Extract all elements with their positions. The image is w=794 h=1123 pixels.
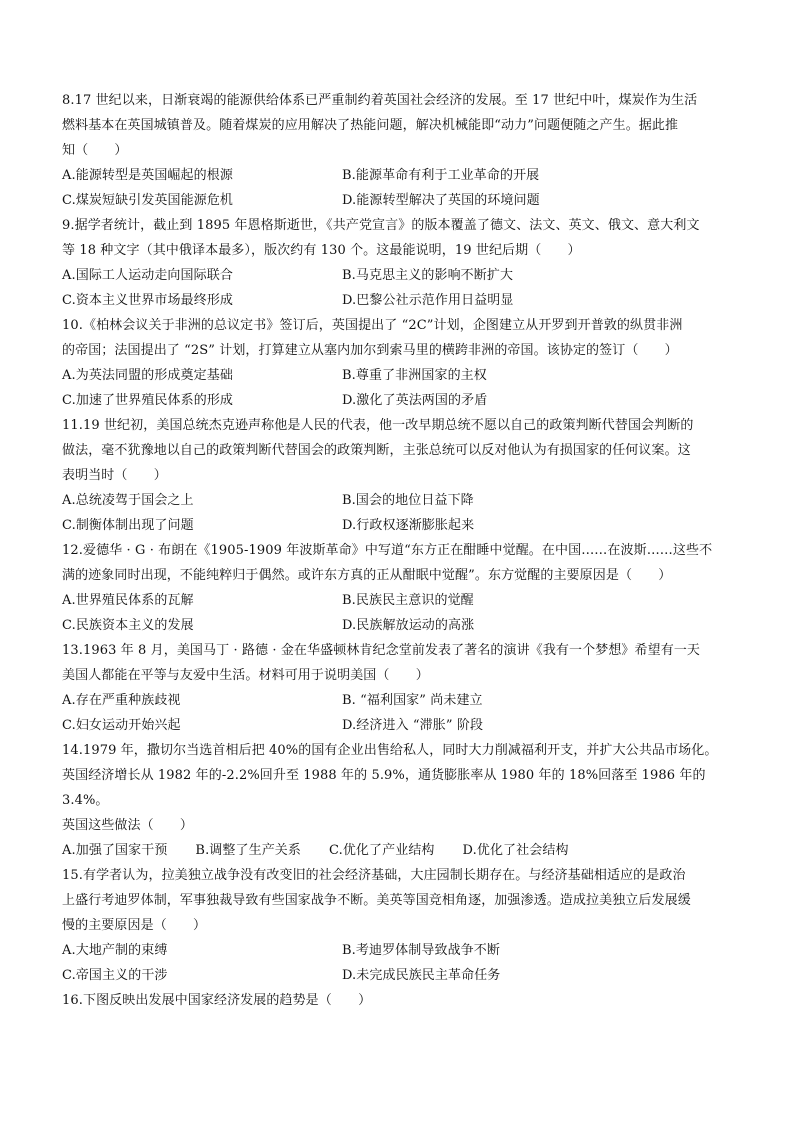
answer-option-b: B.尊重了非洲国家的主权 <box>342 368 487 383</box>
answer-option-d: D.优化了社会结构 <box>462 843 569 858</box>
question-stem-line: 知（ ） <box>62 143 128 158</box>
question-13 <box>62 638 742 738</box>
answer-option-a: A.能源转型是英国崛起的根源 <box>62 168 233 183</box>
question-stem-line: 表明当时（ ） <box>62 468 167 483</box>
question-stem-line: 满的迹象同时出现，不能纯粹归于偶然。或许东方真的正从酣眠中觉醒”。东方觉醒的主要原因是（ ） <box>62 568 672 583</box>
answer-option-d: D.经济进入 “滞胀” 阶段 <box>342 718 484 733</box>
answer-options <box>62 488 742 538</box>
question-stem-line: 8.17 世纪以来，日渐衰竭的能源供给体系已严重制约着英国社会经济的发展。至 17 世纪中叶，煤炭作为生活 <box>62 93 698 108</box>
answer-option-b: B.国会的地位日益下降 <box>342 493 474 508</box>
answer-option-a: A.加强了国家干预 <box>62 843 168 858</box>
answer-option-c: C.民族资本主义的发展 <box>62 618 194 633</box>
answer-options <box>62 838 742 863</box>
answer-option-a: A.大地产制的束缚 <box>62 943 168 958</box>
question-stem-line: 的帝国；法国提出了 “2S” 计划，打算建立从塞内加尔到索马里的横跨非洲的帝国。该协定的签订（ ） <box>62 343 678 358</box>
answer-option-b: B.马克思主义的影响不断扩大 <box>342 268 514 283</box>
answer-option-a: A.国际工人运动走向国际联合 <box>62 268 233 283</box>
question-9 <box>62 213 742 313</box>
exam-page <box>62 88 742 1013</box>
answer-option-b: B.能源革命有利于工业革命的开展 <box>342 168 540 183</box>
question-stem-line: 燃料基本在英国城镇普及。随着煤炭的应用解决了热能问题，解决机械能即“动力”问题便随之产生。据此推 <box>62 118 679 133</box>
answer-options <box>62 163 742 213</box>
question-stem-line: 等 18 种文字（其中俄译本最多），版次约有 130 个。这最能说明，19 世纪后期（ ） <box>62 243 581 258</box>
answer-options <box>62 263 742 313</box>
question-stem-line: 上盛行考迪罗体制，军事独裁导致有些国家战争不断。美英等国竞相角逐，加强渗透。造成拉美独立后发展缓 <box>62 893 691 908</box>
answer-option-d: D.激化了英法两国的矛盾 <box>342 393 488 408</box>
question-14 <box>62 738 742 863</box>
question-stem-line: 英国经济增长从 1982 年的-2.2%回升至 1988 年的 5.9%，通货膨胀率从 1980 年的 18%回落至 1986 年的 3.4%。 <box>62 768 706 808</box>
question-stem-line: 英国这些做法（ ） <box>62 818 194 833</box>
answer-option-d: D.未完成民族民主革命任务 <box>342 968 501 983</box>
question-stem-line: 做法，毫不犹豫地以自己的政策判断代替国会的政策判断，主张总统可以反对他认为有损国家的任何议案。这 <box>62 443 691 458</box>
answer-option-a: A.总统凌驾于国会之上 <box>62 493 194 508</box>
answer-option-b: B.民族民主意识的觉醒 <box>342 593 474 608</box>
question-stem-line: 11.19 世纪初，美国总统杰克逊声称他是人民的代表，他一改早期总统不愿以自己的政策判断代替国会判断的 <box>62 418 694 433</box>
question-10 <box>62 313 742 413</box>
answer-option-c: C.妇女运动开始兴起 <box>62 718 181 733</box>
answer-option-b: B. “福利国家” 尚未建立 <box>342 693 483 708</box>
answer-option-a: A.世界殖民体系的瓦解 <box>62 593 194 608</box>
answer-option-b: B.调整了生产关系 <box>195 843 302 858</box>
answer-option-d: D.行政权逐渐膨胀起来 <box>342 518 475 533</box>
answer-option-d: D.巴黎公社示范作用日益明显 <box>342 293 514 308</box>
question-15 <box>62 863 742 988</box>
question-stem-line: 美国人都能在平等与友爱中生活。材料可用于说明美国（ ） <box>62 668 429 683</box>
answer-option-c: C.资本主义世界市场最终形成 <box>62 293 234 308</box>
answer-option-c: C.优化了产业结构 <box>329 843 435 858</box>
question-stem-line: 10.《柏林会议关于非洲的总议定书》签订后，英国提出了 “2C”计划，企图建立从开罗到开普敦的纵贯非洲 <box>62 318 683 333</box>
answer-option-a: A.为英法同盟的形成奠定基础 <box>62 368 233 383</box>
question-12 <box>62 538 742 638</box>
question-16 <box>62 988 742 1013</box>
question-stem-line: 13.1963 年 8 月，美国马丁 · 路德 · 金在华盛顿林肯纪念堂前发表了著名的演讲《我有一个梦想》希望有一天 <box>62 643 701 658</box>
answer-options <box>62 938 742 988</box>
answer-options <box>62 688 742 738</box>
question-stem-line: 16.下图反映出发展中国家经济发展的趋势是（ ） <box>62 993 372 1008</box>
answer-option-a: A.存在严重种族歧视 <box>62 693 181 708</box>
question-stem-line: 14.1979 年，撒切尔当选首相后把 40%的国有企业出售给私人，同时大力削减福利开支，并扩大公共品市场化。 <box>62 743 718 758</box>
question-stem-line: 15.有学者认为，拉美独立战争没有改变旧的社会经济基础，大庄园制长期存在。与经济基础相适应的是政治 <box>62 868 686 883</box>
answer-option-b: B.考迪罗体制导致战争不断 <box>342 943 500 958</box>
answer-option-c: C.煤炭短缺引发英国能源危机 <box>62 193 234 208</box>
question-11 <box>62 413 742 538</box>
answer-option-c: C.制衡体制出现了问题 <box>62 518 194 533</box>
question-stem-line: 9.据学者统计，截止到 1895 年恩格斯逝世，《共产党宣言》的版本覆盖了德文、法文、英文、俄文、意大利文 <box>62 218 700 233</box>
question-stem-line: 12.爱德华 · G · 布朗在《1905-1909 年波斯革命》中写道“东方正在酣睡中觉醒。在中国……在波斯……这些不 <box>62 543 713 558</box>
answer-option-c: C.加速了世界殖民体系的形成 <box>62 393 234 408</box>
question-stem-line: 慢的主要原因是（ ） <box>62 918 207 933</box>
answer-options <box>62 363 742 413</box>
answer-option-d: D.民族解放运动的高涨 <box>342 618 475 633</box>
question-8 <box>62 88 742 213</box>
answer-option-d: D.能源转型解决了英国的环境问题 <box>342 193 540 208</box>
answer-options <box>62 588 742 638</box>
answer-option-c: C.帝国主义的干涉 <box>62 968 168 983</box>
